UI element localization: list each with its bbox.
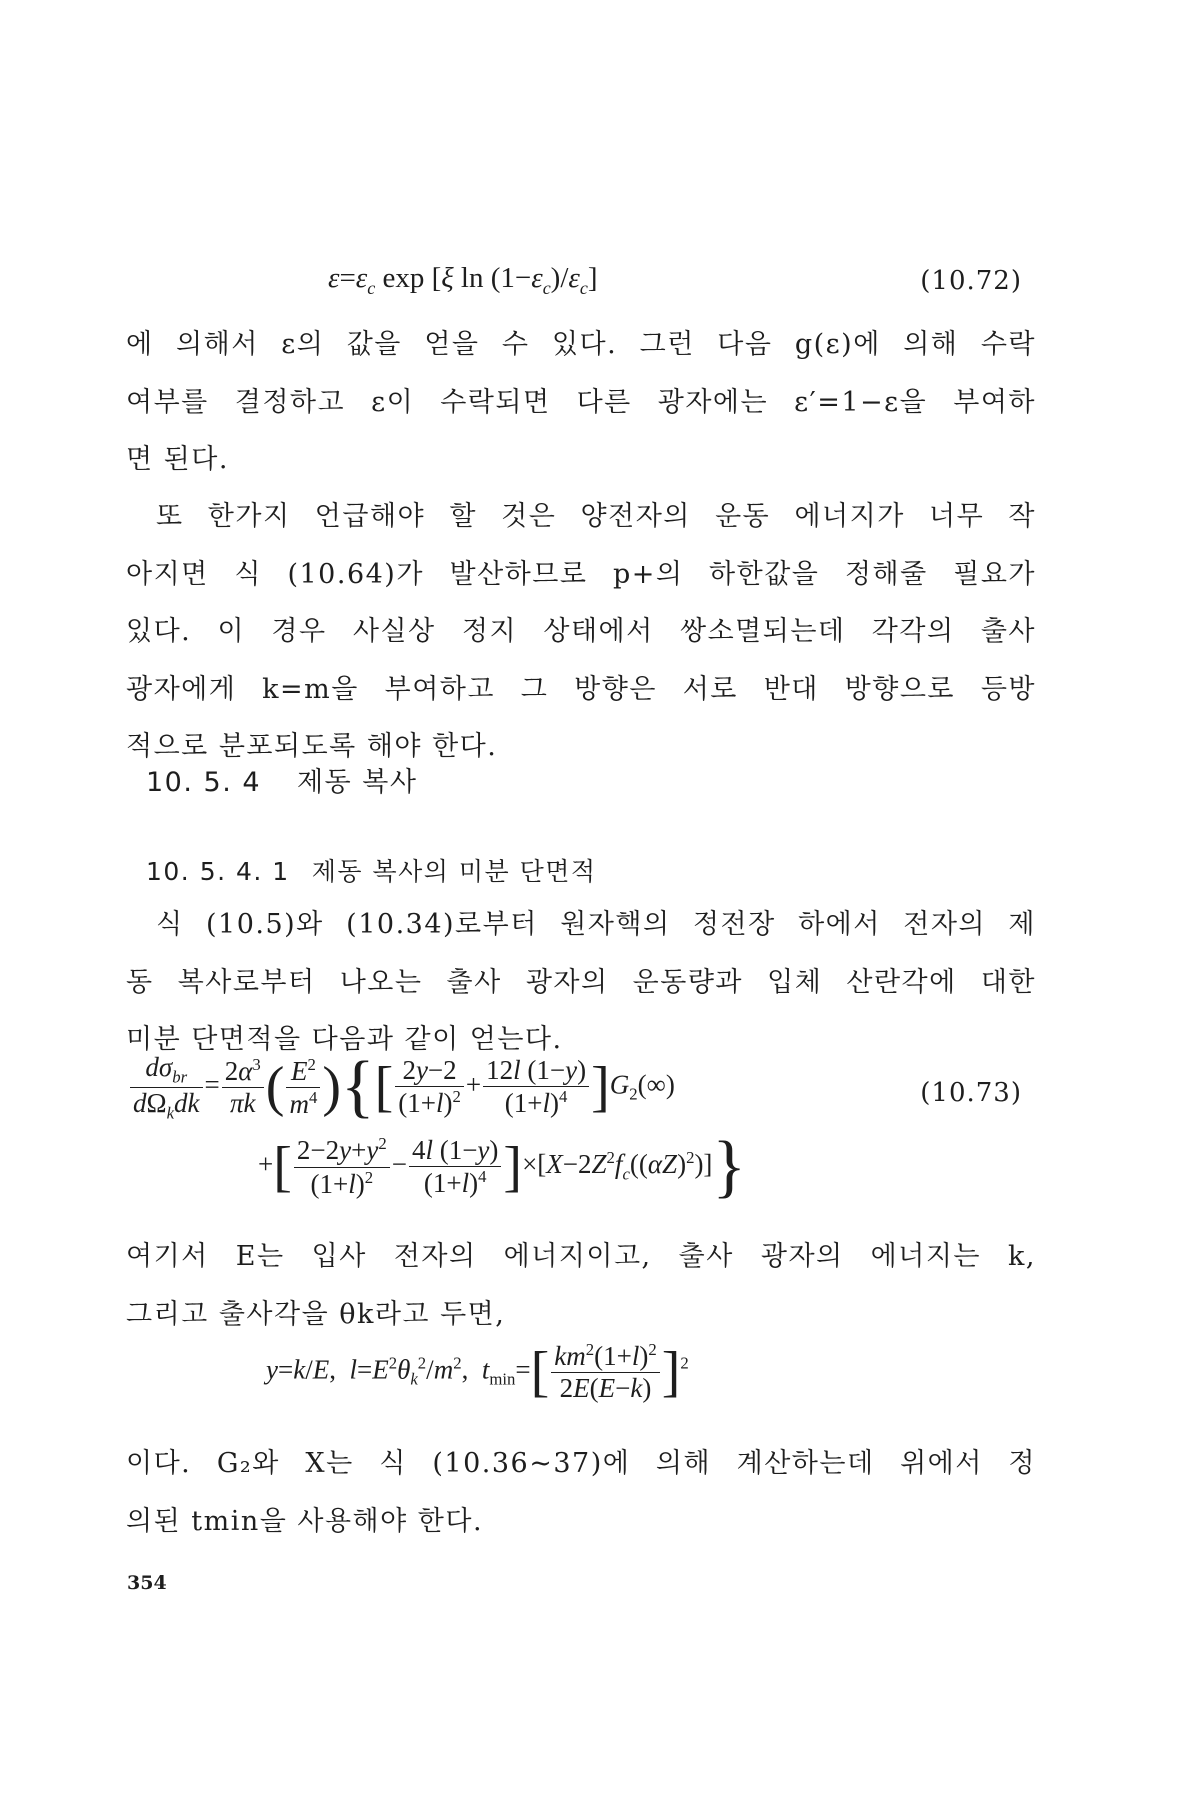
text-line: 여기서 E는 입사 전자의 에너지이고, 출사 광자의 에너지는 k, <box>126 1241 1036 1272</box>
equation-number: (10.73) <box>920 1078 1022 1108</box>
equation-number: (10.72) <box>920 266 1022 296</box>
text-line: 에 의해서 ε의 값을 얻을 수 있다. 그런 다음 g(ε)에 의해 수락 <box>126 329 1036 360</box>
text-line: 이다. G₂와 X는 식 (10.36~37)에 의해 계산하는데 위에서 정 <box>126 1448 1036 1479</box>
subsection-heading <box>146 852 597 888</box>
paragraph-3 <box>126 896 1036 1069</box>
section-number: 10. 5. 4 <box>146 767 262 798</box>
text-line: 광자에게 k=m을 부여하고 그 방향은 서로 반대 방향으로 등방 <box>126 673 1036 705</box>
text-line: 아지면 식 (10.64)가 발산하므로 p+의 하한값을 정해줄 필요가 <box>126 558 1036 590</box>
paragraph-5 <box>126 1435 1036 1550</box>
paragraph-4 <box>126 1228 1036 1343</box>
subsection-title: 제동 복사의 미분 단면적 <box>311 857 597 886</box>
section-heading <box>146 760 417 799</box>
paragraph-2 <box>126 488 1036 776</box>
equation-10-73-line-2: +[ $\frac{2-2y+y^2}{(1+l)^2}$ − $\frac{4l (1-y)}{(1+l)^4}$ ]$\times[X-2Z^2f_c((\alpha Z)^2)]$} <box>258 1128 747 1205</box>
text-line: 여부를 결정하고 ε이 수락되면 다른 광자에는 ε′=1−ε을 부여하 <box>126 386 1036 418</box>
text-line: 동 복사로부터 나오는 출사 광자의 운동량과 입체 산란각에 대한 <box>126 966 1036 998</box>
page-number: 354 <box>127 1572 167 1594</box>
text-line: 또 한가지 언급해야 할 것은 양전자의 운동 에너지가 너무 작 <box>156 501 1036 532</box>
section-title: 제동 복사 <box>297 767 418 798</box>
text-line: 적으로 분포되도록 해야 한다. <box>126 731 498 762</box>
equation-10-73-line-1: $\frac{d\sigma_{br}}{d\Omega_kdk}$ = $\frac{2\alpha^3}{\pi k}$ ( $\frac{E^2}{m^4}$ ){[ $\frac{2y-2}{(1+l)^2}$ + $\frac{12l (1-y)}{(1+l)^4}$ ]$G_2(\infty)$ <box>128 1052 675 1122</box>
text-line: 의된 tmin을 사용해야 한다. <box>126 1505 484 1537</box>
text-line: 면 된다. <box>126 444 229 475</box>
equation-variables: y=k/E, $l=E^2\theta_k^2/m^2$, $t_{min}=$[ $\frac{km^2(1+l)^2}{2E(E-k)}$ ]$^2$ <box>266 1340 689 1404</box>
text-line: 식 (10.5)와 (10.34)로부터 원자핵의 정전장 하에서 전자의 제 <box>156 909 1036 940</box>
subsection-number: 10. 5. 4. 1 <box>146 857 290 886</box>
text-line: 미분 단면적을 다음과 같이 얻는다. <box>126 1024 563 1055</box>
text-line: 그리고 출사각을 θk라고 두면, <box>126 1298 506 1330</box>
text-line: 있다. 이 경우 사실상 정지 상태에서 쌍소멸되는데 각각의 출사 <box>126 616 1036 647</box>
paragraph-1 <box>126 316 1036 489</box>
equation-10-72: $\varepsilon=\varepsilon_c$ exp [ξ $\ln (1-\varepsilon_c)/\varepsilon_c$] <box>328 262 598 298</box>
